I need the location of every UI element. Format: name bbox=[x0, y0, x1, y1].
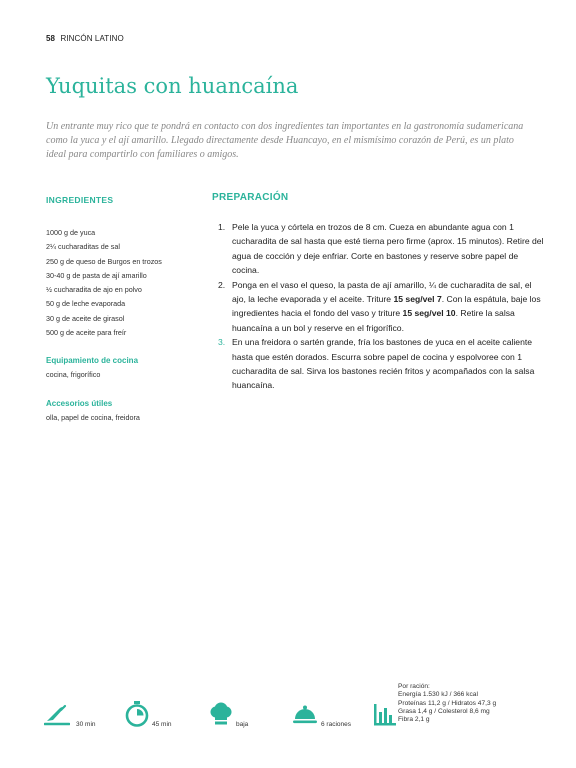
ingredient-item: 500 g de aceite para freír bbox=[46, 328, 127, 338]
step-text bbox=[232, 280, 541, 333]
equipment-text: cocina, frigorífico bbox=[46, 370, 101, 380]
left-column bbox=[46, 195, 206, 422]
ingredients-list bbox=[46, 226, 206, 340]
nutrition-label: Por ración: bbox=[398, 683, 430, 690]
stopwatch-icon bbox=[125, 701, 149, 727]
nutrition-energy: Energía 1.530 kJ / 366 kcal bbox=[398, 691, 478, 699]
recipe-intro: Un entrante muy rico que te pondrá en contacto con dos ingredientes tan importantes en la gastronomía sudamericana como la yuca y el ají amarillo. Llegado directamente desde Huancayo, en el mismísimo corazón de Perú, es un plato ideal para compartirlo con familiares o amigos. bbox=[46, 121, 524, 160]
preparation-heading: PREPARACIÓN bbox=[212, 192, 289, 203]
equipment-heading: Equipamiento de cocina bbox=[46, 356, 139, 366]
bar-chart-icon bbox=[374, 704, 396, 726]
difficulty-label: baja bbox=[236, 721, 249, 728]
page-header bbox=[46, 34, 124, 43]
knife-icon bbox=[44, 704, 70, 726]
recipe-title: Yuquitas con huancaína bbox=[46, 74, 299, 98]
step-text: En una freidora o sartén grande, fría los bastones de yuca en el aceite caliente hasta que estén dorados. Escurra sobre papel de cocina y espolvoree con 1 cucharadita de sal. Sirva los bastones recién fritos y acompañados con la salsa huancaína. bbox=[232, 337, 535, 391]
step-number: 2. bbox=[218, 279, 226, 290]
prep-time-label: 30 min bbox=[76, 721, 96, 728]
step-text: Pele la yuca y córtela en trozos de 8 cm. Cueza en abundante agua con 1 cucharadita de sal hasta que esté tierna pero firme (aprox. 15 minutos). Retire del agua de cocción y deje enfriar. Corte en bastones y reserve sobre papel de cocina. bbox=[232, 222, 544, 276]
step-number: 3. bbox=[218, 337, 226, 348]
step-text-part: Ponga en el vaso el queso, la pasta de ají amarillo, ¼ de cucharadita de sal, el ajo, la leche evaporada y el aceite. Triture bbox=[232, 279, 532, 305]
accessories-text: olla, papel de cocina, freidora bbox=[46, 413, 140, 423]
step-number: 1. bbox=[218, 222, 226, 232]
ingredient-item: 1000 g de yuca bbox=[46, 228, 96, 237]
servings-label: 6 raciones bbox=[321, 721, 351, 728]
serving-dish-icon bbox=[292, 705, 318, 725]
ingredient-item: 30 g de aceite de girasol bbox=[46, 313, 125, 323]
nutrition-fiber: Fibra 2,1 g bbox=[398, 716, 430, 724]
chef-hat-icon bbox=[209, 702, 233, 726]
page-number: 58 bbox=[46, 34, 56, 43]
ingredient-item: 30-40 g de pasta de ají amarillo bbox=[46, 270, 147, 280]
step-text-part: . Con la espátula, baje los ingredientes hacia el fondo del vaso y triture bbox=[232, 294, 541, 319]
nutrition-info bbox=[398, 683, 548, 724]
nutrition-protein-carbs: Proteínas 11,2 g / Hidratos 47,3 g bbox=[398, 699, 497, 707]
ingredient-item: 250 g de queso de Burgos en trozos bbox=[46, 256, 162, 266]
total-time-label: 45 min bbox=[152, 721, 172, 728]
step-setting: 15 seg/vel 7 bbox=[393, 294, 442, 305]
section-name: RINCÓN LATINO bbox=[60, 34, 124, 43]
step-item bbox=[212, 335, 547, 393]
ingredient-item: ½ cucharadita de ajo en polvo bbox=[46, 285, 142, 295]
accessories-heading: Accesorios útiles bbox=[46, 399, 113, 409]
step-text-part: . Retire la salsa huancaína a un bol y reserve en el frigorífico. bbox=[232, 308, 515, 333]
step-item bbox=[212, 220, 547, 278]
preparation-column bbox=[212, 192, 547, 393]
ingredient-item: 2¼ cucharaditas de sal bbox=[46, 242, 120, 252]
preparation-steps bbox=[212, 220, 547, 393]
step-item bbox=[212, 278, 547, 336]
ingredients-heading: INGREDIENTES bbox=[46, 195, 114, 205]
step-setting: 15 seg/vel 10 bbox=[402, 308, 456, 319]
nutrition-fat-cholesterol: Grasa 1,4 g / Colesterol 8,6 mg bbox=[398, 707, 490, 715]
ingredient-item: 50 g de leche evaporada bbox=[46, 299, 126, 309]
